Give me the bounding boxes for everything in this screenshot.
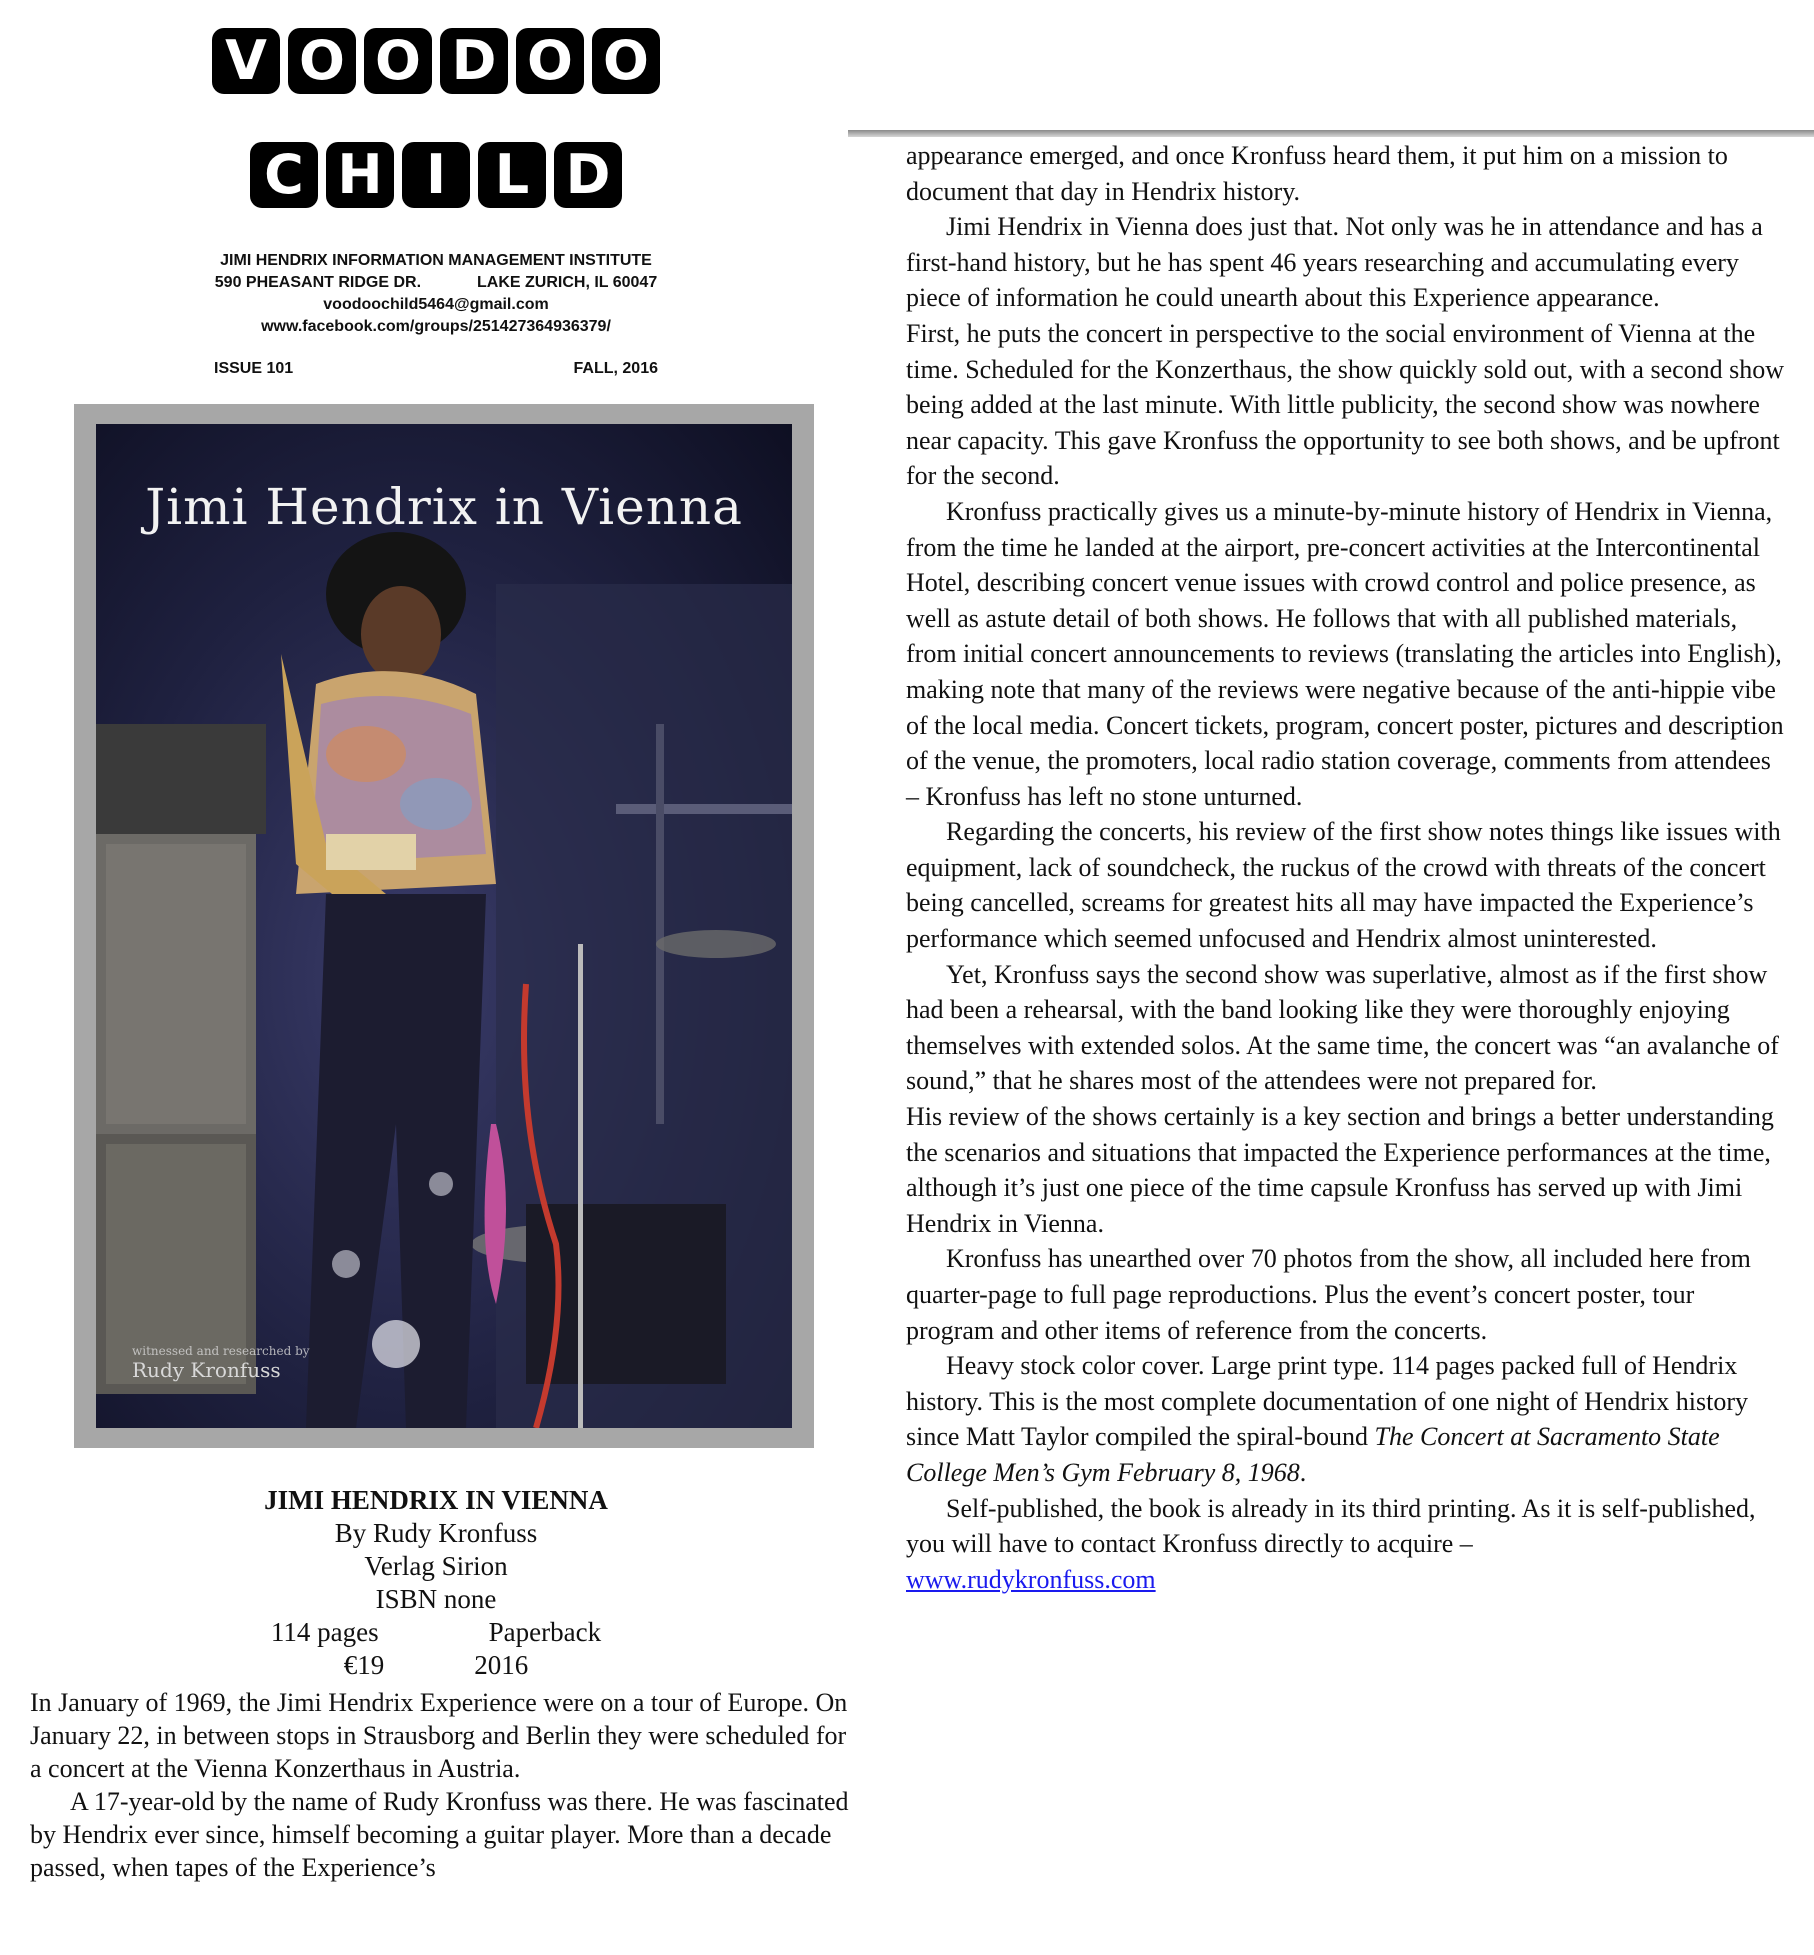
article-paragraph: Yet, Kronfuss says the second show was superlative, almost as if the first show had been a rehearsal, with the band looking like they were thoroughly enjoying themselves with extended solos. At the same time, the concert was “an avalanche of sound,” that he shares most of the attendees were not prepared for. [906, 959, 1779, 1096]
masthead-letter: D [440, 28, 508, 94]
book-info [0, 1484, 872, 1682]
masthead-letter: C [250, 142, 318, 208]
article-paragraph: Regarding the concerts, his review of the first show notes things like issues with equipment, lack of soundcheck, the ruckus of the crowd with threats of the concert being cancelled, screams for greatest hits all may have impacted the Experience’s performance which seemed unfocused and Hendrix almost uninterested. [906, 817, 1781, 954]
article-paragraph: In January of 1969, the Jimi Hendrix Experience were on a tour of Europe. On January 22, in between stops in Strausborg and Berlin they were scheduled for a concert at the Vienna Konzerthaus in Austria. [30, 1688, 848, 1783]
citation-italic-title: The Concert at Sacramento State College Men’s Gym February 8, 1968 [906, 1422, 1720, 1487]
book-title: JIMI HENDRIX IN VIENNA [264, 1485, 608, 1515]
article-paragraph: Jimi Hendrix in Vienna does just that. Not only was he in attendance and has a first-hand history, but he has spent 46 years researching and accumulating every piece of information he could unearth about this Experience appearance. [906, 212, 1763, 313]
masthead-letter: O [364, 28, 432, 94]
issue-season: FALL, 2016 [573, 360, 658, 377]
institute-header [0, 250, 872, 338]
cover-credit [132, 1344, 310, 1382]
masthead-letter: H [326, 142, 394, 208]
book-price: €19 [343, 1650, 385, 1680]
masthead-letter: O [516, 28, 584, 94]
book-cover [96, 424, 792, 1428]
institute-address [0, 272, 872, 294]
article-left-column [30, 1686, 850, 1884]
cover-photo [96, 424, 792, 1428]
citation-end: . [1299, 1457, 1307, 1487]
masthead-child [0, 142, 872, 208]
book-pages: 114 pages [270, 1617, 379, 1647]
masthead-letter: V [212, 28, 280, 94]
book-price-year [0, 1649, 872, 1682]
website-link[interactable]: www.rudykronfuss.com [906, 1564, 1156, 1594]
article-paragraph: appearance emerged, and once Kronfuss heard them, it put him on a mission to document that day in Hendrix history. [906, 141, 1728, 206]
book-year: 2016 [474, 1650, 529, 1680]
masthead-letter: D [554, 142, 622, 208]
cover-credit-caption: witnessed and researched by [132, 1344, 310, 1358]
article-paragraph [906, 1491, 1786, 1598]
book-cover-frame [74, 404, 814, 1448]
masthead-voodoo [0, 28, 872, 94]
masthead-letter: L [478, 142, 546, 208]
citation-lead-text: Heavy stock color cover. Large print type. 114 pages packed full of Hendrix history. This is the most complete documentation of one night of Hendrix history since Matt Taylor compiled the spiral-bound [906, 1351, 1748, 1452]
column-rule [848, 130, 1814, 137]
issue-row [214, 360, 658, 378]
article-paragraph: A 17-year-old by the name of Rudy Kronfuss was there. He was fascinated by Hendrix ever since, himself becoming a guitar player. More than a decade passed, when tapes of the Experience’s [30, 1787, 849, 1882]
institute-city: LAKE ZURICH, IL 60047 [477, 274, 658, 291]
article-paragraph: Kronfuss has unearthed over 70 photos from the show, all included here from quarter-page to full page reproductions. Plus the event’s concert poster, tour program and other items of reference from the concerts. [906, 1244, 1751, 1345]
cover-credit-name: Rudy Kronfuss [132, 1358, 281, 1382]
article-paragraph: His review of the shows certainly is a key section and brings a better understanding the scenarios and situations that impacted the Experience performances at the time, although it’s just one piece of the time capsule Kronfuss has served up with Jimi Hendrix in Vienna. [906, 1102, 1774, 1238]
book-author: By Rudy Kronfuss [334, 1518, 538, 1548]
article-right-column [906, 138, 1786, 1597]
book-publisher: Verlag Sirion [364, 1551, 508, 1581]
masthead-letter: O [592, 28, 660, 94]
article-paragraph-citation [906, 1348, 1786, 1490]
masthead-letter: I [402, 142, 470, 208]
institute-facebook[interactable]: www.facebook.com/groups/251427364936379/ [261, 318, 611, 335]
closing-text: Self-published, the book is already in its third printing. As it is self-published, you will have to contact Kronfuss directly to acquire – [906, 1493, 1756, 1559]
article-paragraph: First, he puts the concert in perspective to the social environment of Vienna at the time. Scheduled for the Konzerthaus, the show quickly sold out, with a second show being added at the last minute. With little publicity, the second show was nowhere near capacity. This gave Kronfuss the opportunity to see both shows, and be upfront for the second. [906, 318, 1785, 491]
book-isbn: ISBN none [375, 1584, 497, 1614]
article-paragraph: Kronfuss practically gives us a minute-by-minute history of Hendrix in Vienna, from the time he landed at the airport, pre-concert activities at the Intercontinental Hotel, describing concert venue issues with crowd control and police presence, as well as astute detail of both shows. He follows that with all published materials, from initial concert announcements to reviews (translating the articles into English), making note that many of the reviews were negative because of the anti-hippie vibe of the local media. Concert tickets, program, concert poster, pictures and description of the venue, the promoters, local radio station coverage, comments from attendees – Kronfuss has left no stone unturned. [906, 496, 1784, 811]
book-format: Paperback [488, 1617, 602, 1647]
cover-title: Jimi Hendrix in Vienna [145, 478, 743, 536]
institute-email[interactable]: voodoochild5464@gmail.com [323, 296, 549, 313]
book-pages-format [0, 1616, 872, 1649]
masthead-letter: O [288, 28, 356, 94]
institute-name: JIMI HENDRIX INFORMATION MANAGEMENT INSTITUTE [220, 252, 652, 269]
issue-number: ISSUE 101 [214, 360, 294, 377]
institute-street: 590 PHEASANT RIDGE DR. [214, 274, 422, 291]
